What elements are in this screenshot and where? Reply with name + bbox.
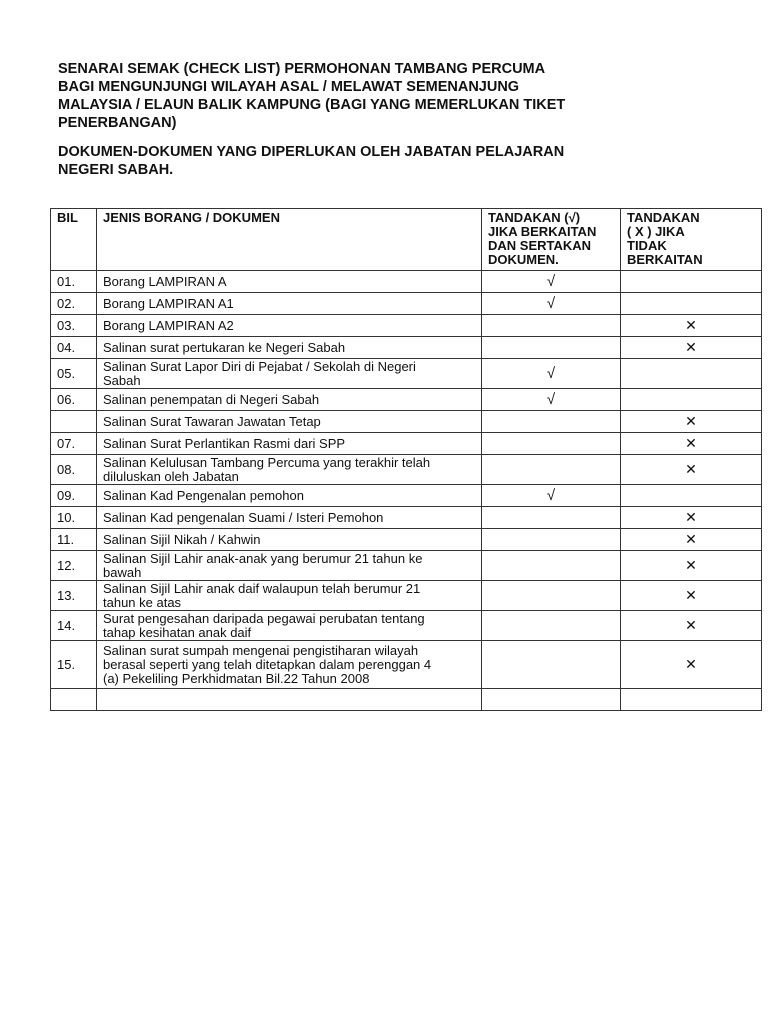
cell-tidak-berkaitan (621, 293, 762, 315)
cell-tidak-berkaitan (621, 455, 762, 485)
document-name-line: Salinan surat sumpah mengenai pengistiharan wilayah (103, 642, 419, 658)
table-row (51, 551, 762, 581)
row-number: 12. (51, 551, 97, 581)
cell-berkaitan (482, 551, 621, 581)
row-number: 03. (51, 315, 97, 337)
row-document-name (97, 315, 482, 337)
row-number: 13. (51, 581, 97, 611)
table-row (51, 581, 762, 611)
row-number: 10. (51, 507, 97, 529)
header-line: TANDAKAN (627, 210, 700, 225)
cell-tidak-berkaitan (621, 389, 762, 411)
table-row (51, 315, 762, 337)
table-body (51, 271, 762, 711)
cell-tidak-berkaitan (621, 271, 762, 293)
title-line: BAGI MENGUNJUNGI WILAYAH ASAL / MELAWAT SEMENANJUNG (58, 79, 520, 95)
header-tidak (621, 209, 762, 271)
document-name-line: Salinan Surat Lapor Diri di Pejabat / Sekolah di Negeri (103, 358, 416, 374)
document-name-line: Salinan Kelulusan Tambang Percuma yang terakhir telah (103, 454, 431, 470)
header-line: DOKUMEN. (488, 252, 559, 267)
cell-tidak-berkaitan (621, 337, 762, 359)
row-number: 11. (51, 529, 97, 551)
row-number (51, 411, 97, 433)
cell-berkaitan (482, 485, 621, 507)
header-line: JIKA BERKAITAN (488, 224, 597, 239)
cross-mark-icon: ✕ (685, 587, 697, 603)
row-number: 09. (51, 485, 97, 507)
table-row (51, 507, 762, 529)
cell-tidak-berkaitan (621, 641, 762, 689)
row-document-name (97, 455, 482, 485)
row-number: 04. (51, 337, 97, 359)
check-mark-icon: √ (546, 294, 556, 312)
cell-berkaitan (482, 581, 621, 611)
document-name-line: Salinan Kad pengenalan Suami / Isteri Pemohon (103, 509, 384, 525)
row-number: 01. (51, 271, 97, 293)
cross-mark-icon: ✕ (685, 656, 697, 672)
cross-mark-icon: ✕ (685, 531, 697, 547)
table-row (51, 455, 762, 485)
header-line: BIL (57, 210, 78, 225)
cell-tidak-berkaitan (621, 581, 762, 611)
row-document-name (97, 337, 482, 359)
header-bil (51, 209, 97, 271)
check-mark-icon: √ (546, 272, 556, 290)
header-jenis (97, 209, 482, 271)
table-row (51, 529, 762, 551)
cell-berkaitan (482, 271, 621, 293)
row-number: 07. (51, 433, 97, 455)
cross-mark-icon: ✕ (685, 339, 697, 355)
header-line: JENIS BORANG / DOKUMEN (103, 210, 280, 225)
cell-berkaitan (482, 455, 621, 485)
table-header-row (51, 209, 762, 271)
cross-mark-icon: ✕ (685, 435, 697, 451)
cross-mark-icon: ✕ (685, 557, 697, 573)
row-document-name (97, 611, 482, 641)
row-document-name (97, 529, 482, 551)
cross-mark-icon: ✕ (685, 617, 697, 633)
header-line: ( X ) JIKA (627, 224, 685, 239)
header-line: TANDAKAN (√) (488, 210, 581, 225)
table-row (51, 433, 762, 455)
cell-berkaitan (482, 359, 621, 389)
table-row (51, 485, 762, 507)
table-row (51, 411, 762, 433)
row-number: 02. (51, 293, 97, 315)
cell-berkaitan (482, 337, 621, 359)
cell-tidak-berkaitan (621, 485, 762, 507)
document-name-line: diluluskan oleh Jabatan (103, 468, 239, 484)
cell-berkaitan (482, 433, 621, 455)
header-line: BERKAITAN (627, 252, 703, 267)
document-name-line: Salinan Surat Perlantikan Rasmi dari SPP (103, 435, 346, 451)
row-number (51, 689, 97, 711)
document-title (58, 60, 658, 132)
cell-tidak-berkaitan (621, 411, 762, 433)
cell-berkaitan (482, 611, 621, 641)
document-name-line: tahun ke atas (103, 594, 182, 610)
cell-berkaitan (482, 293, 621, 315)
cross-mark-icon: ✕ (685, 509, 697, 525)
cell-berkaitan (482, 315, 621, 337)
checklist-table (50, 208, 762, 711)
document-name-line: Borang LAMPIRAN A (103, 273, 227, 289)
row-number: 05. (51, 359, 97, 389)
cross-mark-icon: ✕ (685, 461, 697, 477)
table-row (51, 359, 762, 389)
cell-berkaitan (482, 389, 621, 411)
document-name-line: tahap kesihatan anak daif (103, 624, 252, 640)
row-document-name (97, 507, 482, 529)
document-name-line: Borang LAMPIRAN A2 (103, 317, 234, 333)
title-line: SENARAI SEMAK (CHECK LIST) PERMOHONAN TAMBANG PERCUMA (58, 61, 546, 77)
check-mark-icon: √ (546, 364, 556, 382)
row-document-name (97, 551, 482, 581)
row-document-name (97, 641, 482, 689)
row-document-name (97, 433, 482, 455)
row-document-name (97, 581, 482, 611)
document-name-line: berasal seperti yang telah ditetapkan dalam perenggan 4 (103, 656, 432, 672)
cell-berkaitan (482, 411, 621, 433)
document-name-line: Salinan Sijil Nikah / Kahwin (103, 531, 261, 547)
table-row (51, 337, 762, 359)
header-line: DAN SERTAKAN (488, 238, 592, 253)
document-subtitle (58, 143, 658, 179)
document-name-line: Sabah (103, 372, 141, 388)
row-number: 14. (51, 611, 97, 641)
check-mark-icon: √ (546, 390, 556, 408)
document-name-line: Borang LAMPIRAN A1 (103, 295, 234, 311)
row-document-name (97, 293, 482, 315)
table-row (51, 689, 762, 711)
cell-tidak-berkaitan (621, 689, 762, 711)
subtitle-line: DOKUMEN-DOKUMEN YANG DIPERLUKAN OLEH JABATAN PELAJARAN (58, 144, 565, 160)
cell-tidak-berkaitan (621, 551, 762, 581)
check-mark-icon: √ (546, 486, 556, 504)
row-document-name (97, 389, 482, 411)
document-name-line: bawah (103, 564, 142, 580)
document-name-line: Salinan surat pertukaran ke Negeri Sabah (103, 339, 346, 355)
document-name-line: (a) Pekeliling Perkhidmatan Bil.22 Tahun 2008 (103, 670, 370, 686)
row-document-name (97, 689, 482, 711)
cell-tidak-berkaitan (621, 315, 762, 337)
cell-berkaitan (482, 507, 621, 529)
subtitle-line: NEGERI SABAH. (58, 162, 174, 178)
document-name-line: Salinan Sijil Lahir anak-anak yang berumur 21 tahun ke (103, 550, 423, 566)
document-name-line: Salinan Sijil Lahir anak daif walaupun telah berumur 21 (103, 580, 421, 596)
row-document-name (97, 411, 482, 433)
cell-tidak-berkaitan (621, 529, 762, 551)
document-name-line: Salinan penempatan di Negeri Sabah (103, 391, 320, 407)
cell-berkaitan (482, 689, 621, 711)
row-number: 06. (51, 389, 97, 411)
table-row (51, 389, 762, 411)
document-name-line: Salinan Kad Pengenalan pemohon (103, 487, 304, 503)
row-document-name (97, 485, 482, 507)
cross-mark-icon: ✕ (685, 317, 697, 333)
cell-tidak-berkaitan (621, 611, 762, 641)
cross-mark-icon: ✕ (685, 413, 697, 429)
cell-tidak-berkaitan (621, 507, 762, 529)
table-row (51, 293, 762, 315)
table-row (51, 641, 762, 689)
row-document-name (97, 271, 482, 293)
row-number: 15. (51, 641, 97, 689)
title-line: PENERBANGAN) (58, 115, 177, 131)
cell-tidak-berkaitan (621, 359, 762, 389)
title-line: MALAYSIA / ELAUN BALIK KAMPUNG (BAGI YANG MEMERLUKAN TIKET (58, 97, 566, 113)
table-row (51, 611, 762, 641)
row-number: 08. (51, 455, 97, 485)
table-row (51, 271, 762, 293)
cell-berkaitan (482, 529, 621, 551)
header-line: TIDAK (627, 238, 667, 253)
row-document-name (97, 359, 482, 389)
cell-tidak-berkaitan (621, 433, 762, 455)
header-berkaitan (482, 209, 621, 271)
cell-berkaitan (482, 641, 621, 689)
document-name-line: Surat pengesahan daripada pegawai perubatan tentang (103, 610, 425, 626)
document-name-line: Salinan Surat Tawaran Jawatan Tetap (103, 413, 321, 429)
